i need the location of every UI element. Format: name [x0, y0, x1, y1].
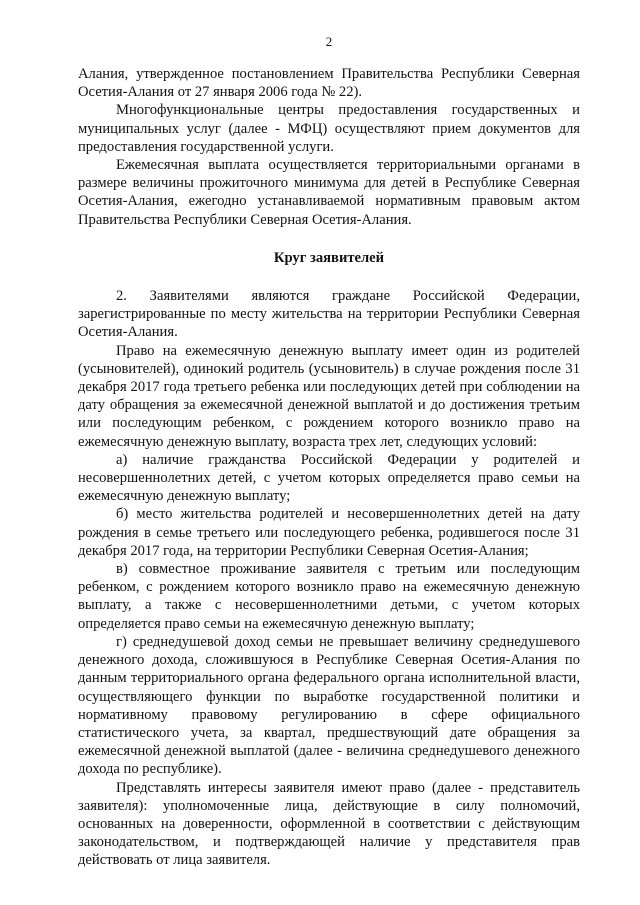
condition-a: а) наличие гражданства Российской Федерации у родителей и несовершеннолетних детей, с учетом которых определяется право семьи на ежемесячную денежную выплату; [78, 451, 580, 505]
page-number: 2 [325, 34, 333, 49]
paragraph-monthly-payment: Ежемесячная выплата осуществляется территориальными органами в размере величины прожиточного минимума для детей в Республике Северная Осетия-Алания, ежегодно устанавливаемой нормативным правовым актом Правительства Республики Северная Осетия-Алания. [78, 157, 580, 228]
applicants-block [78, 287, 580, 870]
paragraph-mfc: Многофункциональные центры предоставления государственных и муниципальных услуг (далее - МФЦ) осуществляют прием документов для предоставления государственной услуги. [78, 102, 580, 155]
condition-b: б) место жительства родителей и несовершеннолетних детей на дату рождения в семье третьего или последующего ребенка, родившегося после 31 декабря 2017 года, на территории Республики Северная Осетия-Алания; [78, 506, 580, 559]
section-title: Круг заявителей [273, 249, 385, 266]
intro-block [78, 65, 580, 229]
paragraph-applicants: 2. Заявителями являются граждане Российской Федерации, зарегистрированные по месту жительства на территории Республики Северная Осетия-Алания. [78, 288, 580, 341]
document-page [78, 34, 580, 870]
paragraph-continuation: Алания, утвержденное постановлением Правительства Республики Северная Осетия-Алания от 27 января 2006 года № 22). [78, 66, 580, 101]
condition-g: г) среднедушевой доход семьи не превышает величину среднедушевого денежного дохода, сложившуюся в Республике Северная Осетия-Алания по данным территориального органа федерального органа исполнительной власти, осуществляющего функции по выработке государственной политики и нормативному правовому регулированию в сфере официального статистического учета, за квартал, предшествующий дате обращения за ежемесячной денежной выплатой (далее - величина среднедушевого денежного дохода по республике). [78, 633, 580, 778]
paragraph-representative: Представлять интересы заявителя имеют право (далее - представитель заявителя): уполномоченные лица, действующие в силу полномочий, основанных на доверенности, оформленной в соответствии с действующим законодательством, и подтверждающей наличие у представителя прав действовать от лица заявителя. [78, 779, 580, 869]
condition-v: в) совместное проживание заявителя с третьим или последующим ребенком, с рождением которого возникло право на ежемесячную денежную выплату, а также с несовершеннолетними детьми, с учетом которых определяется право семьи на ежемесячную денежную выплату; [78, 561, 580, 632]
paragraph-right-to-payment: Право на ежемесячную денежную выплату имеет один из родителей (усыновителей), одинокий родитель (усыновитель) в случае рождения после 31 декабря 2017 года третьего ребенка или последующих детей при соблюдении на дату обращения за ежемесячной денежной выплатой и до достижения третьим или последующим ребенком, с рождением которого возникло право на ежемесячную денежную выплату, возраста трех лет, следующих условий: [78, 342, 580, 450]
